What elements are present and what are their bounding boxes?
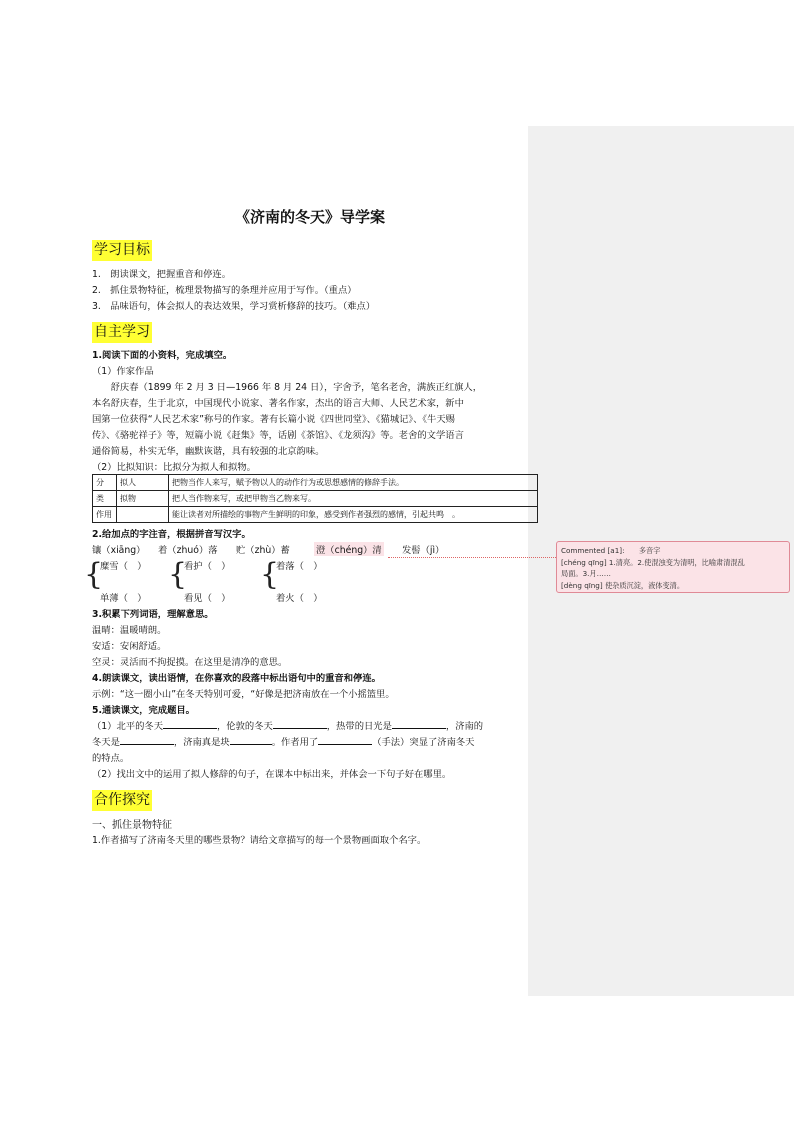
answer-blank[interactable] <box>120 734 174 745</box>
word-item: 着落（ ） <box>276 561 323 572</box>
fill-text: （手法）突显了济南冬天 <box>372 737 475 748</box>
fill-line: 的特点。 <box>92 753 130 764</box>
comment-connector <box>388 557 556 558</box>
goal-item: 1. 朗读课文，把握重音和停连。 <box>92 269 232 280</box>
question-heading: 4.朗读课文，读出语情，在你喜欢的段落中标出语句中的重音和停连。 <box>92 673 381 684</box>
fill-line <box>92 734 474 748</box>
answer-blank[interactable] <box>318 734 372 745</box>
fill-text: ，济南真是块 <box>173 737 230 748</box>
pinyin-item-commented[interactable]: 澄（chéng）清 <box>314 542 384 556</box>
goal-item: 2. 抓住景物特征，梳理景物描写的条理并应用于写作。（重点） <box>92 285 357 296</box>
pinyin-item: 发髻（jì） <box>402 545 445 556</box>
section-heading-goals: 学习目标 <box>92 240 152 261</box>
question-text: （2）找出文中的运用了拟人修辞的句子，在课本中标出来，并体会一下句子好在哪里。 <box>92 769 452 780</box>
answer-blank[interactable] <box>163 718 217 729</box>
bio-paragraph: 舒庆春（1899 年 2 月 3 日—1966 年 8 月 24 日），字舍予，笔名老舍，满族正红旗人， <box>92 382 483 393</box>
word-item: 看护（ ） <box>184 561 231 572</box>
fill-text: 冬天是 <box>92 737 120 748</box>
table-row <box>93 507 538 523</box>
table-cell: 分 <box>93 475 117 491</box>
table-cell: 把人当作物来写，或把甲物当乙物来写。 <box>169 491 538 507</box>
bio-paragraph: 通俗简易，朴实无华，幽默诙谐，具有较强的北京韵味。 <box>92 446 325 457</box>
pinyin-item: 着（zhuó）落 <box>158 545 218 556</box>
comment-text: [chéng qīng] 1.清亮。2.使混浊变为清明，比喻肃清混乱 <box>561 557 745 567</box>
sub-heading: （1）作家作品 <box>92 366 154 377</box>
comment-balloon[interactable] <box>556 541 790 593</box>
question-heading: 3.积累下列词语，理解意思。 <box>92 609 214 620</box>
table-cell <box>117 507 169 523</box>
comment-text: [dèng qīng] 使杂质沉淀，液体变清。 <box>561 580 685 590</box>
page-title: 《济南的冬天》导学案 <box>234 208 385 226</box>
brace-icon: { <box>168 557 188 592</box>
table-cell: 能让读者对所描绘的事物产生鲜明的印象，感受到作者强烈的感情，引起共鸣 。 <box>169 507 538 523</box>
table-cell: 拟物 <box>117 491 169 507</box>
answer-blank[interactable] <box>230 734 272 745</box>
section-heading-self-study: 自主学习 <box>92 322 152 343</box>
sub-heading: 一、抓住景物特征 <box>92 820 172 831</box>
brace-icon: { <box>260 557 280 592</box>
fill-text: （1）北平的冬天 <box>92 721 163 732</box>
vocab-item: 空灵：灵活而不拘捉摸。在这里是清净的意思。 <box>92 657 288 668</box>
table-cell: 拟人 <box>117 475 169 491</box>
sub-heading: （2）比拟知识：比拟分为拟人和拟物。 <box>92 462 256 473</box>
question-heading: 5.通读课文，完成题目。 <box>92 705 195 716</box>
section-heading-coop: 合作探究 <box>92 790 152 811</box>
goal-item: 3. 品味语句，体会拟人的表达效果，学习赏析修辞的技巧。（难点） <box>92 301 376 312</box>
fill-text: ，热带的日光是 <box>326 721 392 732</box>
bio-paragraph: 本名舒庆春，生于北京，中国现代小说家、著名作家，杰出的语言大师、人民艺术家，新中 <box>92 398 464 409</box>
vocab-item: 安适：安闲舒适。 <box>92 641 167 652</box>
vocab-item: 温晴：温暖晴朗。 <box>92 625 167 636</box>
personification-table <box>92 474 538 523</box>
word-item: 着火（ ） <box>276 593 323 604</box>
question-heading: 2.给加点的字注音，根据拼音写汉字。 <box>92 529 251 540</box>
table-cell: 类 <box>93 491 117 507</box>
table-row <box>93 475 538 491</box>
table-row <box>93 491 538 507</box>
fill-text: ，济南的 <box>445 721 484 732</box>
example-text: 示例：“这一圈小山”在冬天特别可爱，“好像是把济南放在一个小摇篮里。 <box>92 689 395 700</box>
question-text: 1.作者描写了济南冬天里的哪些景物？请给文章描写的每一个景物画面取个名字。 <box>92 835 427 846</box>
answer-blank[interactable] <box>392 718 446 729</box>
pinyin-item: 镶（xiāng） <box>92 545 146 556</box>
fill-text: 。作者用了 <box>271 737 319 748</box>
table-cell: 作用 <box>93 507 117 523</box>
brace-icon: { <box>84 557 104 592</box>
table-cell: 把物当作人来写，赋予物以人的动作行为或思想感情的修辞手法。 <box>169 475 538 491</box>
answer-blank[interactable] <box>273 718 327 729</box>
word-item: 看见（ ） <box>184 593 231 604</box>
pinyin-item: 贮（zhù）蓄 <box>236 545 290 556</box>
word-item: 单薄（ ） <box>100 593 147 604</box>
bio-paragraph: 传》、《骆驼祥子》等，短篇小说《赶集》等，话剧《茶馆》、《龙须沟》等。老舍的文学语言 <box>92 430 464 441</box>
comment-text: 局面。3.月…… <box>561 569 611 578</box>
bio-paragraph: 国第一位获得“人民艺术家”称号的作家。著有长篇小说《四世同堂》、《猫城记》、《牛天赐 <box>92 414 455 425</box>
word-item: 糜雪（ ） <box>100 561 147 572</box>
fill-line <box>92 718 483 732</box>
fill-text: ，伦敦的冬天 <box>217 721 273 732</box>
question-heading: 1.阅读下面的小资料，完成填空。 <box>92 350 233 361</box>
comment-header: Commented [a1]: 多音字 <box>561 546 661 555</box>
